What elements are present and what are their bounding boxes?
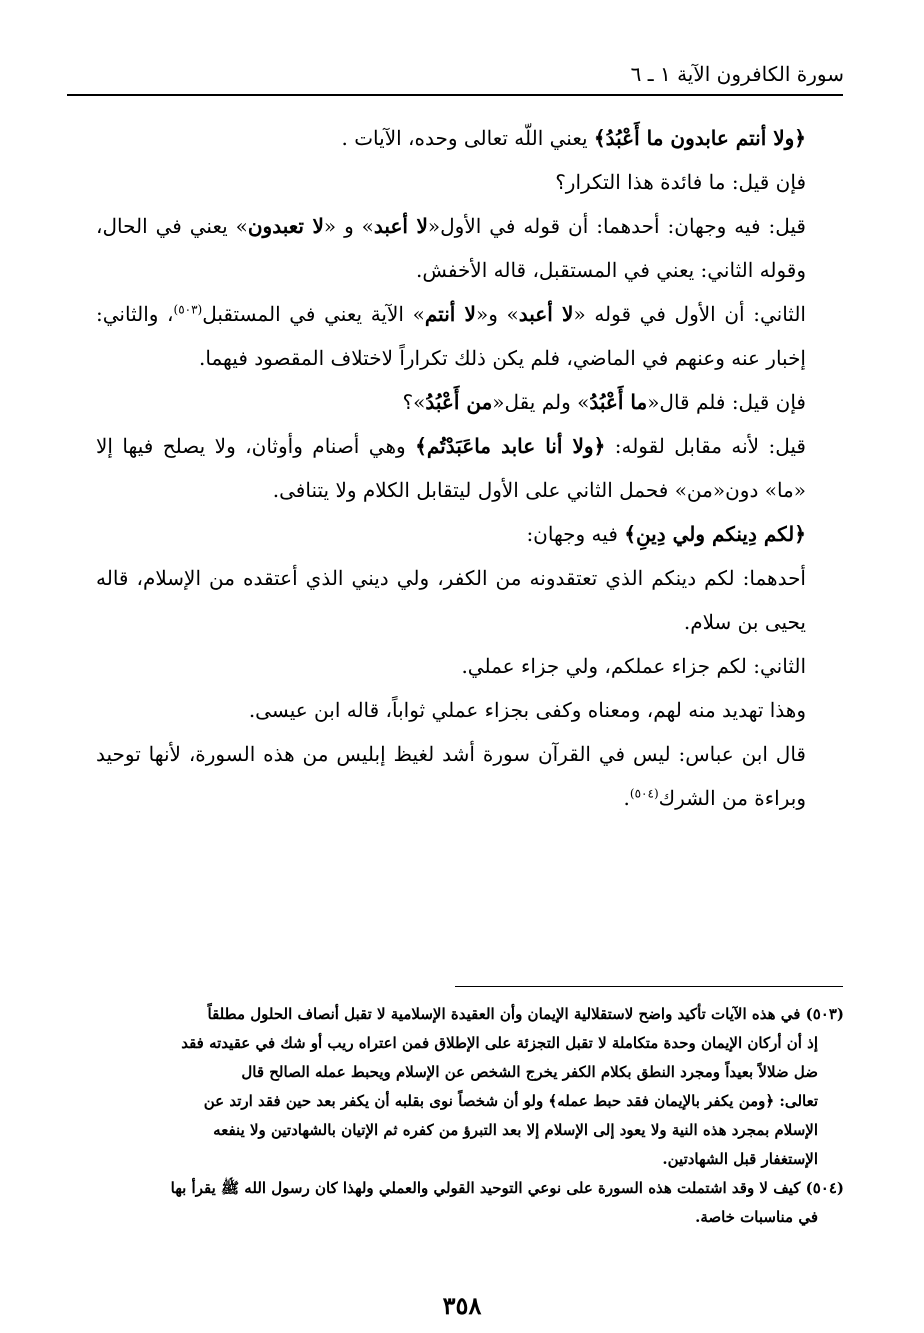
- paragraph-text: قيل: فيه وجهان: أحدهما: أن قوله في الأول«: [427, 214, 806, 238]
- paragraph-text: » يعني في الحال، وقوله الثاني: يعني في المستقبل، قاله الأخفش.: [96, 214, 806, 282]
- footnote-ref-503: (٥٠٣): [173, 302, 203, 317]
- page-number: ٣٥٨: [442, 1291, 482, 1320]
- footnote-504: [96, 1174, 844, 1232]
- paragraph-text: الثاني: أن الأول في قوله «: [573, 302, 806, 326]
- paragraph-text: وهي أصنام وأوثان، ولا يصلح فيها إلا «ما» دون«من» فحمل الثاني على الأول ليتقابل الكلام ولا يتنافى.: [96, 434, 806, 502]
- quran-bracket-open: ﴿: [794, 522, 806, 546]
- footnote-line: ضل ضلالاً بعيداً ومجرد النطق بكلام الكفر يخرج الشخص عن الإسلام ويحبط عمله الصالح قال: [241, 1063, 818, 1081]
- paragraph-text: »؟: [402, 390, 426, 414]
- paragraph-2: فإن قيل: ما فائدة هذا التكرار؟: [555, 170, 806, 194]
- footnote-503: [96, 1000, 844, 1174]
- main-text: [96, 116, 846, 820]
- paragraph-text: » و «: [323, 214, 374, 238]
- paragraph-text: » و«: [475, 302, 519, 326]
- footnote-line: (٥٠٣) في هذه الآيات تأكيد واضح لاستقلالية الإيمان وأن العقيدة الإسلامية لا تقبل أنصاف الحلول مطلقاً: [207, 1005, 844, 1023]
- quran-bracket-close: ﴾: [593, 126, 606, 150]
- paragraph-6: [96, 424, 846, 512]
- footnotes: [96, 1000, 844, 1232]
- quran-bracket-close: ﴾: [415, 434, 427, 458]
- paragraph-11: [96, 732, 846, 820]
- footnote-line: الإسلام بمجرد هذه النية ولا يعود إلى الإسلام إلا بعد التبرؤ من كفره ثم الإتيان بالشهادتين ولا ينفعه: [213, 1121, 818, 1139]
- quran-bracket-close: ﴾: [624, 522, 636, 546]
- quran-quote: من أَعْبُدُ: [425, 390, 493, 414]
- quran-quote: ولا أنتم عابدون ما أَعْبُدُ: [605, 126, 795, 150]
- paragraph-text: فيه وجهان:: [526, 522, 625, 546]
- quran-bracket-open: ﴿: [593, 434, 606, 458]
- paragraph-9: الثاني: لكم جزاء عملكم، ولي جزاء عملي.: [461, 654, 806, 678]
- paragraph-8: أحدهما: لكم دينكم الذي تعتقدونه من الكفر، ولي ديني الذي أعتقده من الإسلام، قاله يحيى بن سلام.: [96, 566, 806, 634]
- paragraph-10: وهذا تهديد منه لهم، ومعناه وكفى بجزاء عملي ثواباً، قاله ابن عيسى.: [248, 698, 806, 722]
- header-rule: [67, 94, 843, 96]
- paragraph-text: قيل: لأنه مقابل لقوله:: [605, 434, 806, 458]
- paragraph-text: » الآية يعني في المستقبل: [202, 302, 425, 326]
- quran-quote: ما أَعْبُدُ: [589, 390, 648, 414]
- paragraph-5: [96, 380, 846, 424]
- paragraph-text: ، والثاني: إخبار عنه وعنهم في الماضي، فلم يكن ذلك تكراراً لاختلاف المقصود فيهما.: [96, 302, 806, 370]
- quran-quote: لا أعبد: [518, 302, 574, 326]
- quran-quote: لا أنتم: [424, 302, 476, 326]
- footnote-line: في مناسبات خاصة.: [695, 1208, 818, 1226]
- paragraph-text: فإن قيل: فلم قال«: [647, 390, 806, 414]
- paragraph-text: قال ابن عباس: ليس في القرآن سورة أشد لغيظ إبليس من هذه السورة، لأنها توحيد وبراءة من الشرك: [96, 742, 806, 810]
- paragraph-text: .: [623, 786, 630, 810]
- footnote-line: تعالى: ﴿ومن يكفر بالإيمان فقد حبط عمله﴾ ولو أن شخصاً نوى بقلبه أن يكفر بعد حين فقد ارتد عن: [203, 1092, 818, 1110]
- paragraph-7: [96, 512, 846, 556]
- running-header: سورة الكافرون الآية ١ ـ ٦: [630, 62, 844, 86]
- footnote-line: الإستغفار قبل الشهادتين.: [662, 1150, 818, 1168]
- quran-quote: لا تعبدون: [247, 214, 324, 238]
- paragraph-4: [96, 292, 846, 380]
- quran-quote: لكم دِينكم ولي دِينِ: [635, 522, 795, 546]
- paragraph-1: [96, 116, 846, 160]
- paragraph-text: » ولم يقل«: [492, 390, 590, 414]
- paragraph-text: يعني اللّه تعالى وحده، الآيات .: [341, 126, 594, 150]
- footnote-separator: [455, 986, 843, 987]
- quran-quote: ولا أنا عابد ماعَبَدْتُم: [426, 434, 594, 458]
- paragraph-3: [96, 204, 846, 292]
- footnote-line: (٥٠٤) كيف لا وقد اشتملت هذه السورة على نوعي التوحيد القولي والعملي ولهذا كان رسول الله ﷺ يقرأ بها: [170, 1179, 844, 1197]
- footnote-ref-504: (٥٠٤): [629, 786, 659, 801]
- footnote-line: إذ أن أركان الإيمان وحدة متكاملة لا تقبل التجزئة على الإطلاق فمن اعتراه ريب أو شك في عقيدته فقد: [181, 1034, 818, 1052]
- quran-bracket-open: ﴿: [794, 126, 806, 150]
- quran-quote: لا أعبد: [373, 214, 428, 238]
